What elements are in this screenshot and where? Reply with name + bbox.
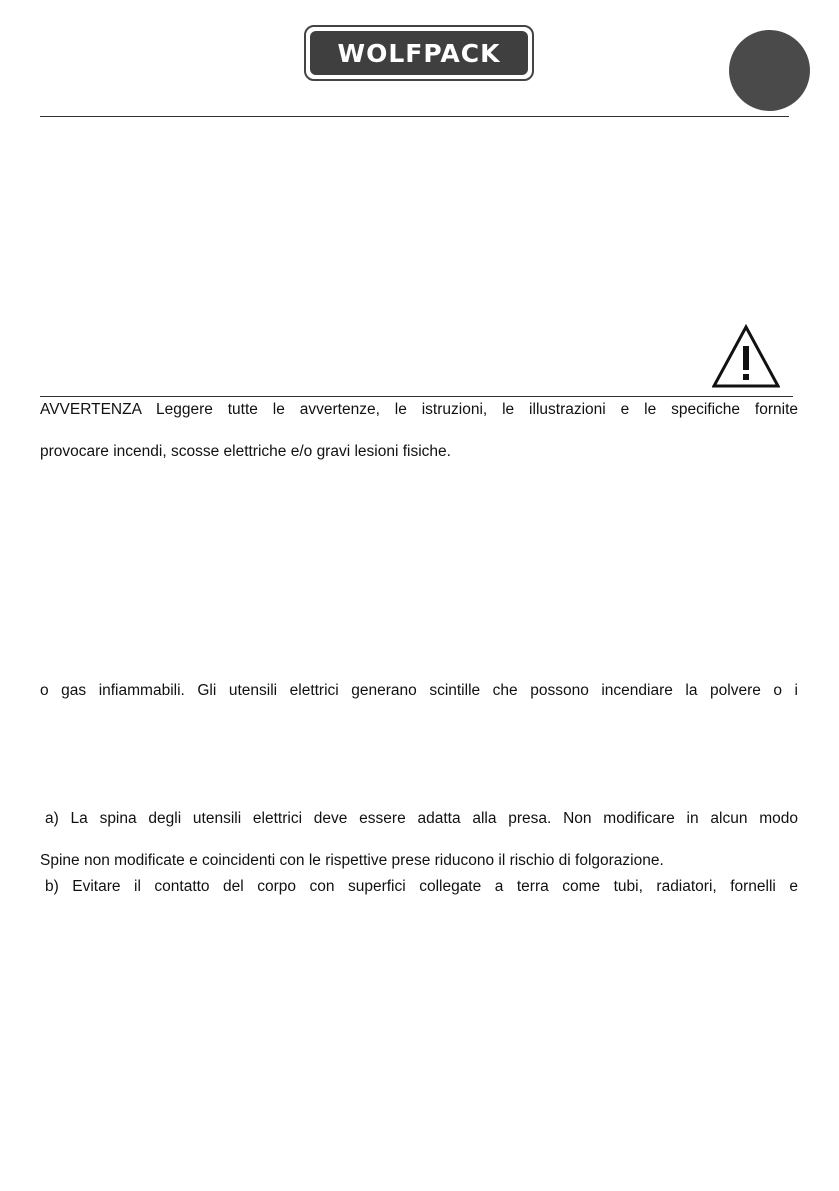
wolfpack-logo xyxy=(304,25,534,81)
page-number-circle xyxy=(729,30,810,111)
spine-line: Spine non modificate e coincidenti con le rispettive prese riducono il rischio di folgorazione. xyxy=(40,852,664,869)
section-divider xyxy=(40,396,793,397)
header-divider xyxy=(40,116,789,117)
avvertenza-line: AVVERTENZA Leggere tutte le avvertenze, le istruzioni, le illustrazioni e le specifiche fornite xyxy=(40,401,798,418)
item-b-line: b) Evitare il contatto del corpo con superfici collegate a terra come tubi, radiatori, fornelli e xyxy=(45,878,798,895)
gas-line: o gas infiammabili. Gli utensili elettrici generano scintille che possono incendiare la polvere o i xyxy=(40,682,798,699)
warning-triangle-icon xyxy=(712,324,780,388)
svg-text:WOLFPACK: WOLFPACK xyxy=(337,39,501,68)
item-a-line: a) La spina degli utensili elettrici deve essere adatta alla presa. Non modificare in alcun modo xyxy=(45,810,798,827)
provocare-line: provocare incendi, scosse elettriche e/o gravi lesioni fisiche. xyxy=(40,443,451,460)
